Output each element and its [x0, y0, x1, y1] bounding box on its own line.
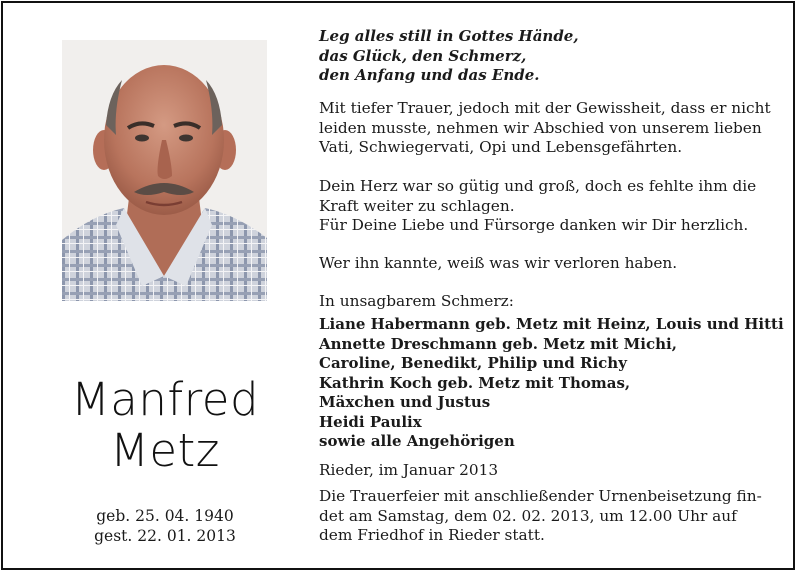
heart-paragraph [319, 177, 769, 236]
loss-sentence: Wer ihn kannte, weiß was wir verloren haben. [319, 254, 678, 272]
family-entry: Annette Dreschmann geb. Metz mit Michi, [319, 334, 677, 353]
deceased-first-name: Manfred [70, 373, 260, 426]
farewell-paragraph [319, 99, 769, 158]
text-line: Für Deine Liebe und Fürsorge danken wir Dir herzlich. [319, 216, 749, 234]
portrait-illustration [62, 40, 267, 301]
portrait-photo [62, 40, 267, 301]
death-date: gest. 22. 01. 2013 [94, 527, 236, 545]
text-line: det am Samstag, dem 02. 02. 2013, um 12.00 Uhr auf [319, 506, 737, 525]
verse-line: Leg alles still in Gottes Hände, [319, 27, 579, 45]
family-entry: Liane Habermann geb. Metz mit Heinz, Louis und Hitti [319, 315, 784, 333]
text-line: dem Friedhof in Rieder statt. [319, 526, 545, 544]
family-list [319, 315, 784, 452]
family-entry: Heidi Paulix [319, 412, 422, 431]
birth-date: geb. 25. 04. 1940 [96, 507, 234, 525]
text-line: Dein Herz war so gütig und groß, doch es fehlte ihm die [319, 177, 757, 195]
text-line: leiden musste, nehmen wir Abschied von unserem lieben [319, 118, 762, 137]
family-entry: Caroline, Benedikt, Philip und Richy [319, 354, 627, 372]
family-entry: Mäxchen und Justus [319, 393, 491, 411]
verse-line: das Glück, den Schmerz, [319, 46, 527, 65]
funeral-notice [319, 487, 769, 546]
text-line: Kraft weiter zu schlagen. [319, 196, 515, 215]
deceased-last-name: Metz [110, 424, 220, 477]
family-entry: Kathrin Koch geb. Metz mit Thomas, [319, 373, 631, 392]
family-entry: sowie alle Angehörigen [319, 432, 515, 450]
grief-intro: In unsagbarem Schmerz: [319, 292, 514, 310]
text-line: Mit tiefer Trauer, jedoch mit der Gewissheit, dass er nicht [319, 99, 771, 117]
text-line: Vati, Schwiegervati, Opi und Lebensgefährten. [319, 138, 683, 156]
text-line: Die Trauerfeier mit anschließender Urnenbeisetzung fin- [319, 487, 762, 505]
verse-line: den Anfang und das Ende. [319, 66, 540, 84]
verse-quote [319, 27, 769, 86]
place-date: Rieder, im Januar 2013 [319, 461, 499, 479]
